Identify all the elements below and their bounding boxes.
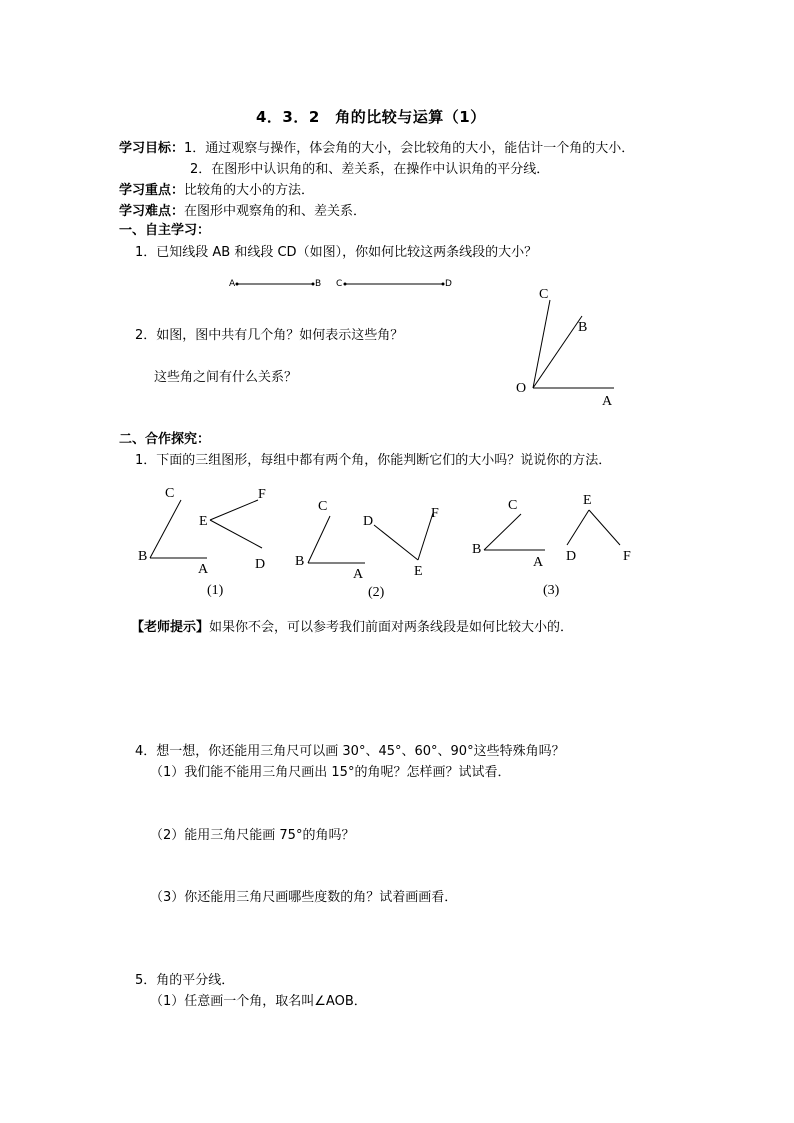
section1-q2: 2．如图，图中共有几个角？如何表示这些角？: [135, 328, 404, 343]
teacher-hint-label: 【老师提示】: [131, 620, 210, 635]
teacher-hint-text: 如果你不会，可以参考我们前面对两条线段是如何比较大小的．: [209, 620, 574, 635]
fig3-ray-ed: [567, 510, 589, 545]
fig1-label-a: A: [198, 562, 209, 577]
fig3-label-f: F: [623, 549, 631, 564]
fig1-caption: (1): [207, 583, 224, 598]
fig1-label-d: D: [255, 557, 266, 572]
fig2-ray-bc: [308, 516, 330, 563]
fig1-label-b: B: [138, 549, 148, 564]
fig1-label-e: E: [199, 514, 208, 529]
fig2-label-e: E: [414, 564, 423, 579]
segment-label-b: B: [315, 279, 322, 289]
angle-label-c: C: [539, 287, 549, 302]
angle-label-a: A: [602, 394, 613, 409]
segment-label-c: C: [336, 279, 343, 289]
section1-heading: 一、自主学习：: [119, 223, 211, 238]
question-4-2: （2）能用三角尺能画 75°的角吗？: [150, 828, 355, 843]
difficulty-text: 在图形中观察角的和、差关系．: [184, 204, 367, 219]
question-4: 4．想一想，你还能用三角尺可以画 30°、45°、60°、90°这些特殊角吗？: [135, 744, 565, 759]
objectives-label: 学习目标：: [119, 141, 185, 156]
angle-label-b: B: [578, 320, 588, 335]
key-point-text: 比较角的大小的方法．: [184, 183, 315, 198]
fig2-label-a: A: [353, 567, 364, 582]
fig1-ray-ef: [210, 500, 258, 520]
fig1-ray-ed: [210, 520, 262, 548]
objective-2: 2．在图形中认识角的和、差关系，在操作中认识角的平分线．: [190, 162, 550, 177]
fig3-label-a: A: [533, 555, 544, 570]
segment-label-a: A: [229, 279, 236, 289]
fig2-label-d: D: [363, 514, 374, 529]
section2-heading: 二、合作探究：: [119, 432, 211, 447]
fig2-caption: (2): [368, 585, 385, 600]
fig2-ray-ed: [374, 525, 418, 560]
fig2-label-b: B: [295, 554, 305, 569]
fig3-caption: (3): [543, 583, 560, 598]
question-5: 5．角的平分线．: [135, 973, 235, 988]
segment-label-d: D: [445, 279, 452, 289]
fig3-ray-bc: [484, 514, 521, 550]
fig3-ray-ef: [589, 510, 620, 545]
section2-q1: 1．下面的三组图形，每组中都有两个角，你能判断它们的大小吗？说说你的方法．: [135, 453, 612, 468]
question-5-1: （1）任意画一个角，取名叫∠AOB．: [150, 994, 367, 1009]
objective-1: 1．通过观察与操作，体会角的大小，会比较角的大小，能估计一个角的大小．: [184, 141, 635, 156]
point-a-dot: [236, 283, 239, 286]
angle-label-o: O: [516, 381, 527, 396]
fig2-label-c: C: [318, 499, 328, 514]
question-4-1: （1）我们能不能用三角尺画出 15°的角呢？怎样画？试试看．: [150, 765, 511, 780]
section1-q2-sub: 这些角之间有什么关系？: [154, 370, 298, 385]
fig3-label-b: B: [472, 542, 482, 557]
section1-q1: 1．已知线段 AB 和线段 CD（如图），你如何比较这两条线段的大小？: [135, 245, 538, 260]
fig1-ray-bc: [150, 500, 181, 558]
difficulty-label: 学习难点：: [119, 204, 185, 219]
teacher-hint: [131, 619, 573, 637]
question-4-3: （3）你还能用三角尺画哪些度数的角？试着画画看．: [150, 890, 458, 905]
point-c-dot: [344, 283, 347, 286]
fig3-label-c: C: [508, 498, 518, 513]
fig1-label-c: C: [165, 486, 175, 501]
fig3-label-e: E: [583, 493, 592, 508]
key-point-label: 学习重点：: [119, 183, 185, 198]
fig2-label-f: F: [431, 506, 439, 521]
page-title: 4．3．2 角的比较与运算（1）: [256, 108, 486, 126]
fig1-label-f: F: [258, 487, 266, 502]
fig3-label-d: D: [566, 549, 577, 564]
